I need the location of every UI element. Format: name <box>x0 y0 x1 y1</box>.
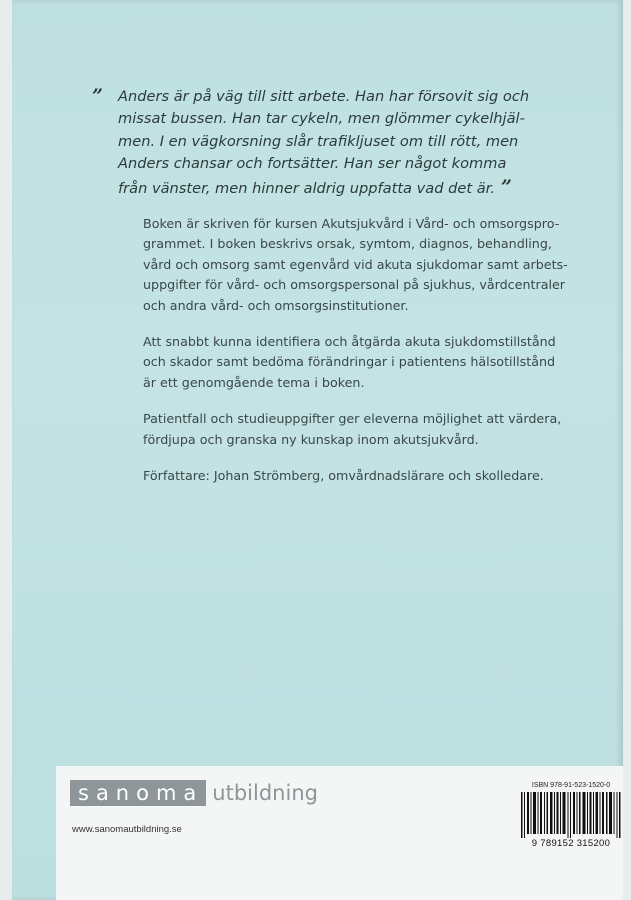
text-line: grammet. I boken beskrivs orsak, symtom, diagnos, behandling, <box>143 236 552 252</box>
back-cover <box>12 0 623 900</box>
publisher-footer <box>56 766 623 900</box>
barcode-digits: 9 789152 315200 <box>531 838 611 849</box>
barcode-image <box>521 792 621 838</box>
text-line: fördjupa och granska ny kunskap inom akutsjukvård. <box>143 431 479 447</box>
paragraph-theme <box>143 332 556 393</box>
text-line: Patientfall och studieuppgifter ger eleverna möjlighet att värdera, <box>143 411 562 427</box>
text-line: vård och omsorg samt egenvård vid akuta sjukdomar samt arbets- <box>143 256 568 272</box>
quote-line: missat bussen. Han tar cykeln, men glömmer cykelhjäl- <box>118 110 525 128</box>
text-line: och skador samt bedöma förändringar i patientens hälsotillstånd <box>143 354 556 370</box>
barcode-bars <box>521 792 621 838</box>
text-line: Författare: Johan Strömberg, omvårdnadslärare och skolledare. <box>143 468 544 484</box>
publisher-website: www.sanomautbildning.se <box>72 824 182 835</box>
quote-line-last <box>118 176 538 200</box>
text-line: är ett genomgående tema i boken. <box>143 374 365 390</box>
quote-line-text: från vänster, men hinner aldrig uppfatta vad det är. <box>118 179 495 197</box>
quote-line: men. I en vägkorsning slår trafikljuset om till rött, men <box>118 132 519 150</box>
logo-word: utbildning <box>212 781 318 805</box>
publisher-logo <box>70 780 318 806</box>
paragraph-course <box>143 214 568 316</box>
open-quote-mark: ” <box>92 85 101 107</box>
quote-block <box>92 85 538 200</box>
text-line: och andra vård- och omsorgsinstitutioner. <box>143 297 409 313</box>
paragraph-author <box>143 466 544 486</box>
text-line: Boken är skriven för kursen Akutsjukvård i Vård- och omsorgspro- <box>143 216 560 231</box>
text-line: uppgifter för vård- och omsorgspersonal på sjukhus, vårdcentraler <box>143 277 566 293</box>
paragraph-exercises <box>143 409 562 450</box>
description-text <box>143 214 568 502</box>
close-quote-mark: ” <box>500 175 510 198</box>
text-line: Att snabbt kunna identifiera och åtgärda akuta sjukdomstillstånd <box>143 334 556 350</box>
quote-line: Anders är på väg till sitt arbete. Han har försovit sig och <box>118 88 530 105</box>
isbn-label: ISBN 978-91-523-1520-0 <box>531 782 611 789</box>
quote-line: Anders chansar och fortsätter. Han ser något komma <box>118 155 507 173</box>
logo-boxed-word: sanoma <box>70 780 206 806</box>
